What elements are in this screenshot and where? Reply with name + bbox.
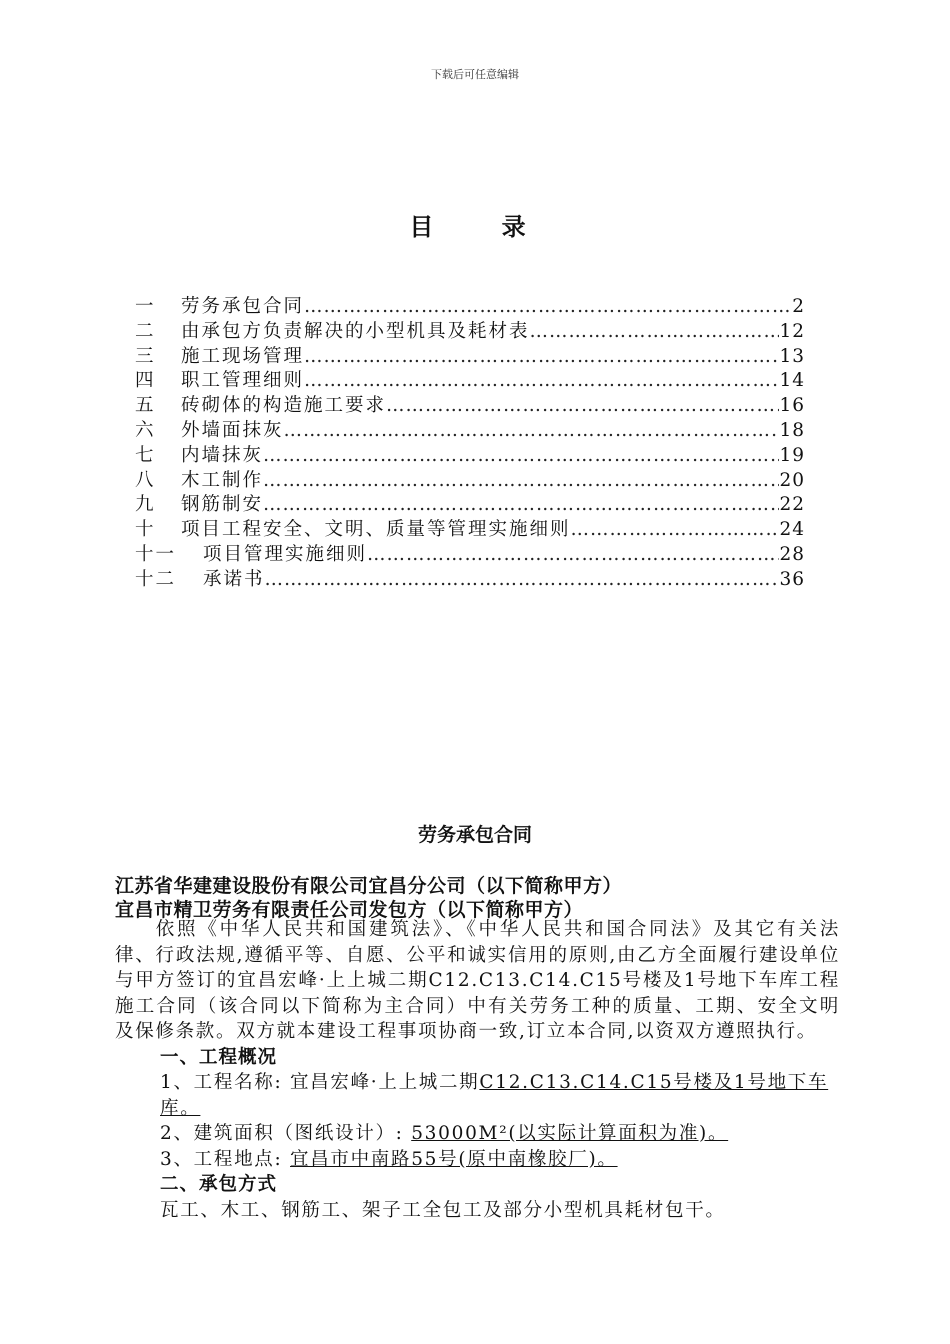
toc-item-page: 24: [779, 519, 805, 541]
toc-item-label: 外墙面抹灰: [181, 419, 284, 441]
toc-item-page: 20: [779, 469, 805, 491]
toc-item[interactable]: [135, 493, 805, 518]
toc-leader-dots: [263, 444, 779, 469]
toc-item[interactable]: [135, 543, 805, 568]
toc-item-number: 二: [135, 320, 156, 342]
toc-item[interactable]: [135, 345, 805, 370]
toc-item-label: 项目工程安全、文明、质量等管理实施细则: [181, 519, 571, 541]
contract-title: 劳务承包合同: [417, 824, 532, 846]
toc-item-page: 19: [779, 444, 805, 466]
toc-leader-dots: [263, 469, 779, 494]
toc-item-page: 2: [792, 296, 805, 317]
toc-item-page: 22: [779, 494, 805, 516]
toc-item-label: 木工制作: [181, 469, 264, 491]
building-area-value: 53000M²(以实际计算面积为准)。: [411, 1123, 729, 1144]
toc-item-label: 项目管理实施细则: [203, 543, 368, 565]
section-heading: 一、工程概况: [160, 1046, 278, 1068]
toc-item-number: 十: [135, 519, 156, 541]
toc-item-number: 六: [135, 419, 156, 441]
table-of-contents: [135, 295, 805, 593]
party-a-line: 江苏省华建建设股份有限公司宜昌分公司（以下简称甲方）: [115, 875, 623, 897]
toc-leader-dots: [263, 493, 779, 518]
toc-leader-dots: [304, 369, 779, 394]
project-location-value: 宜昌市中南路55号(原中南橡胶厂)。: [290, 1148, 618, 1170]
project-location-item: [115, 1147, 840, 1173]
toc-item-page: 28: [779, 543, 805, 565]
toc-item-label: 施工现场管理: [181, 345, 305, 367]
project-name-value: C12.C13.C14.C15号楼及1号地下车库。: [160, 1072, 829, 1119]
toc-leader-dots: [530, 320, 780, 345]
toc-leader-dots: [265, 568, 780, 593]
intro-paragraph: 依照《中华人民共和国建筑法》、《中华人民共和国合同法》及其它有关法律、行政法规,遵循平等、自愿、公平和诚实信用的原则,由乙方全面履行建设单位与甲方签订的宜昌宏峰·上上城二期C12.C13.C14.C15号楼及1号地下车库工程施工合同（该合同以下简称为主合同）中有关劳务工种的质量、工期、安全文明及保修条款。双方就本建设工程事项协商一致,订立本合同,以资双方遵照执行。: [115, 919, 840, 1042]
toc-item[interactable]: [135, 295, 805, 320]
toc-item-page: 18: [779, 419, 805, 441]
toc-item-label: 由承包方负责解决的小型机具及耗材表: [181, 320, 530, 342]
toc-item[interactable]: [135, 444, 805, 469]
toc-item-number: 一: [135, 296, 156, 317]
contract-body: [115, 917, 840, 1223]
toc-leader-dots: [367, 543, 779, 568]
toc-item-label: 内墙抹灰: [181, 444, 264, 466]
toc-item[interactable]: [135, 320, 805, 345]
toc-item[interactable]: [135, 469, 805, 494]
toc-leader-dots: [304, 345, 779, 370]
project-name-label: 1、工程名称: 宜昌宏峰·上上城二期: [160, 1072, 480, 1093]
toc-item-label: 职工管理细则: [181, 370, 305, 392]
toc-item-number: 九: [135, 494, 156, 516]
toc-leader-dots: [571, 518, 780, 543]
toc-item-number: 四: [135, 370, 156, 392]
toc-title: 目 录: [409, 212, 556, 241]
toc-item-number: 十二: [135, 568, 177, 590]
project-location-label: 3、工程地点:: [160, 1148, 283, 1170]
toc-item-number: 五: [135, 395, 156, 417]
building-area-item: [115, 1121, 840, 1147]
party-b-line: 宜昌市精卫劳务有限责任公司发包方（以下简称甲方）: [115, 899, 584, 921]
toc-item-number: 三: [135, 345, 156, 367]
project-name-item: [115, 1070, 840, 1121]
toc-item-number: 八: [135, 469, 156, 491]
toc-item-page: 14: [779, 370, 805, 392]
toc-item-number: 七: [135, 444, 156, 466]
toc-leader-dots: [386, 394, 779, 419]
toc-item[interactable]: [135, 369, 805, 394]
building-area-label: 2、建筑面积（图纸设计）:: [160, 1123, 404, 1144]
toc-item-page: 36: [779, 568, 805, 590]
toc-item[interactable]: [135, 394, 805, 419]
toc-item[interactable]: [135, 419, 805, 444]
contract-mode-text: 瓦工、木工、钢筋工、架子工全包工及部分小型机具耗材包干。: [160, 1199, 726, 1221]
toc-item-label: 砖砌体的构造施工要求: [181, 395, 387, 417]
toc-leader-dots: [304, 295, 792, 320]
toc-item[interactable]: [135, 568, 805, 593]
toc-leader-dots: [284, 419, 780, 444]
toc-item-number: 十一: [135, 543, 177, 565]
toc-item[interactable]: [135, 518, 805, 543]
toc-item-page: 13: [779, 345, 805, 367]
toc-item-label: 劳务承包合同: [181, 296, 305, 317]
page-header-note: 下载后可任意编辑: [431, 68, 519, 81]
toc-item-page: 16: [779, 395, 805, 417]
toc-item-label: 承诺书: [203, 568, 265, 590]
toc-item-page: 12: [779, 320, 805, 342]
section-heading: 二、承包方式: [160, 1174, 278, 1195]
toc-item-label: 钢筋制安: [181, 494, 264, 516]
